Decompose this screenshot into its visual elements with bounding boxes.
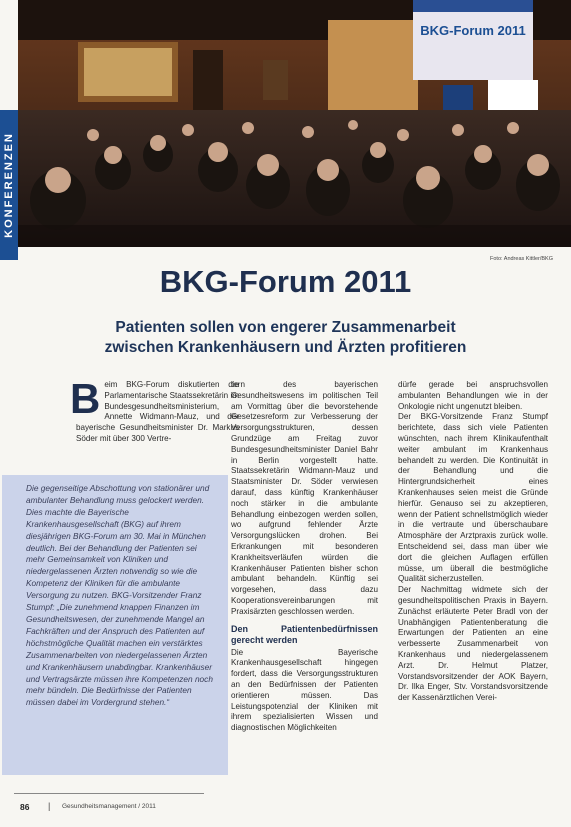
- column-3: [398, 380, 548, 704]
- section-label: KONFERENZEN: [3, 132, 15, 238]
- col2-paragraph-1: tern des bayerischen Gesundheitswesens im politischen Teil am Vormittag über die bevorstehende Gesetzesreform zur Verbesserung der Versorgungsstrukturen, dessen Grundzüge am Freitag zuvor Bundesgesundheitsminister Daniel Bahr in Berlin vorgestellt hatte. Staatssekretärin Widmann-Mauz und Staatsminister Dr. Söder verwiesen darauf, dass künftig Krankenhäuser noch stärker in die ambulante Behandlung einbezogen werden sollen, wo aufgrund fehlender Ärzte Versorgungslücken drohen. Bei Erkrankungen mit besonderen Krankheitsverläufen würden die Krankenhäuser Patienten bisher schon ambulant behandeln. Künftig sei vorgesehen, dass dazu Kooperationsvereinbarungen mit Praxisärzten geschlossen werden.: [231, 380, 378, 616]
- col3-paragraph-2: Der BKG-Vorsitzende Franz Stumpf berichtete, dass sich viele Patienten wünschten, nach ihrem Klinikaufenthalt weiter ambulant im Krankenhaus behandelt zu werden. Die Kontinuität in der Behandlung und die Hintergrundsicherheit eines Krankenhauses seien meist die Gründe hierfür. Genauso sei zu akzeptieren, wenn der Patient schnellstmöglich wieder in die vertraute und überschaubare Atmosphäre der Arztpraxis zurück wolle. Entscheidend sei, dass man über wie dort die gleichen Auflagen erfüllen müsse, um überall die bestmögliche Qualität sicherzustellen.: [398, 412, 548, 584]
- photo-credit: Foto: Andreas Kittler/BKG: [490, 256, 553, 262]
- footer-rule: [14, 793, 204, 794]
- footer-separator: |: [48, 801, 51, 811]
- col3-paragraph-3: Der Nachmittag widmete sich der gesundheitspolitischen Praxis in Bayern. Zunächst erläuterte Peter Bradl von der Unabhängigen Patientenberatung die Erwartungen der Patienten an eine verbesserte Zusammenarbeit von Krankenhaus und niedergelassenem Arzt. Dr. Helmut Platzer, Vorstandsvorsitzender der AOK Bayern, Dr. Ilka Enger, Stv. Vorstandsvorsitzende der Kassenärztlichen Verei-: [398, 585, 548, 703]
- col3-paragraph-1: dürfe gerade bei anspruchsvollen ambulanten Behandlungen wie in der Onkologie nicht ungenutzt bleiben.: [398, 380, 548, 411]
- quote-box: [2, 475, 228, 775]
- intro-paragraph: eim BKG-Forum diskutierten die Parlamentarische Staatssekretärin im Bundesgesundheitsministerium, Annette Widmann-Mauz, und der bayerische Gesundheitsminister Dr. Markus Söder mit über 300 Vertre-: [76, 380, 239, 443]
- quote-text: Die gegenseitige Abschottung von stationärer und ambulanter Behandlung muss gelockert werden. Dies machte die Bayerische Krankenhausgesellschaft (BKG) auf ihrem diesjährigen BKG-Forum am 30. Mai in München deutlich. Bei der Behandlung der Patienten sei mehr Gemeinsamkeit von Kliniken und niedergelassenen Ärzten notwendig so wie die Kompetenz der Kliniken für die ambulante Versorgung zu nutzen. BKG-Vorsitzender Franz Stumpf: „Die zunehmend knappen Finanzen im Gesundheitswesen, der zunehmende Mangel an Fachkräften und der Anspruch des Patienten auf höchstmögliche Qualität machen ein verstärktes Zusammenarbeiten von niedergelassenen Ärzten und Krankenhäusern unabdingbar. Krankenhäuser und Vertragsärzte müssen ihre Kompetenzen noch mehr bündeln. Die Bedürfnisse der Patienten müssen dabei im Vordergrund stehen.“: [26, 483, 213, 708]
- subtitle-line-1: Patienten sollen von engerer Zusammenarbeit: [115, 319, 456, 336]
- page-number: 86: [20, 802, 30, 812]
- column-1: [70, 375, 239, 445]
- article-subtitle: [0, 318, 571, 358]
- col2-subheading: Den Patientenbedürfnissen gerecht werden: [231, 623, 378, 645]
- dropcap-letter: B: [70, 375, 101, 422]
- column-2: [231, 380, 378, 734]
- col2-paragraph-2: Die Bayerische Krankenhausgesellschaft hingegen fordert, dass die Versorgungsstrukturen an den Bedürfnissen der Patienten orientieren müssen. Das Leistungspotenzial der Kliniken mit ihrem spezialisierten Wissen und diagnostischen Möglichkeiten: [231, 647, 378, 733]
- screen-title-text: BKG-Forum 2011: [420, 23, 526, 38]
- journal-name: Gesundheitsmanagement / 2011: [62, 803, 156, 810]
- conference-photo: [18, 0, 571, 247]
- article-title: BKG-Forum 2011: [159, 264, 412, 299]
- subtitle-line-2: zwischen Krankenhäusern und Ärzten profitieren: [104, 339, 467, 356]
